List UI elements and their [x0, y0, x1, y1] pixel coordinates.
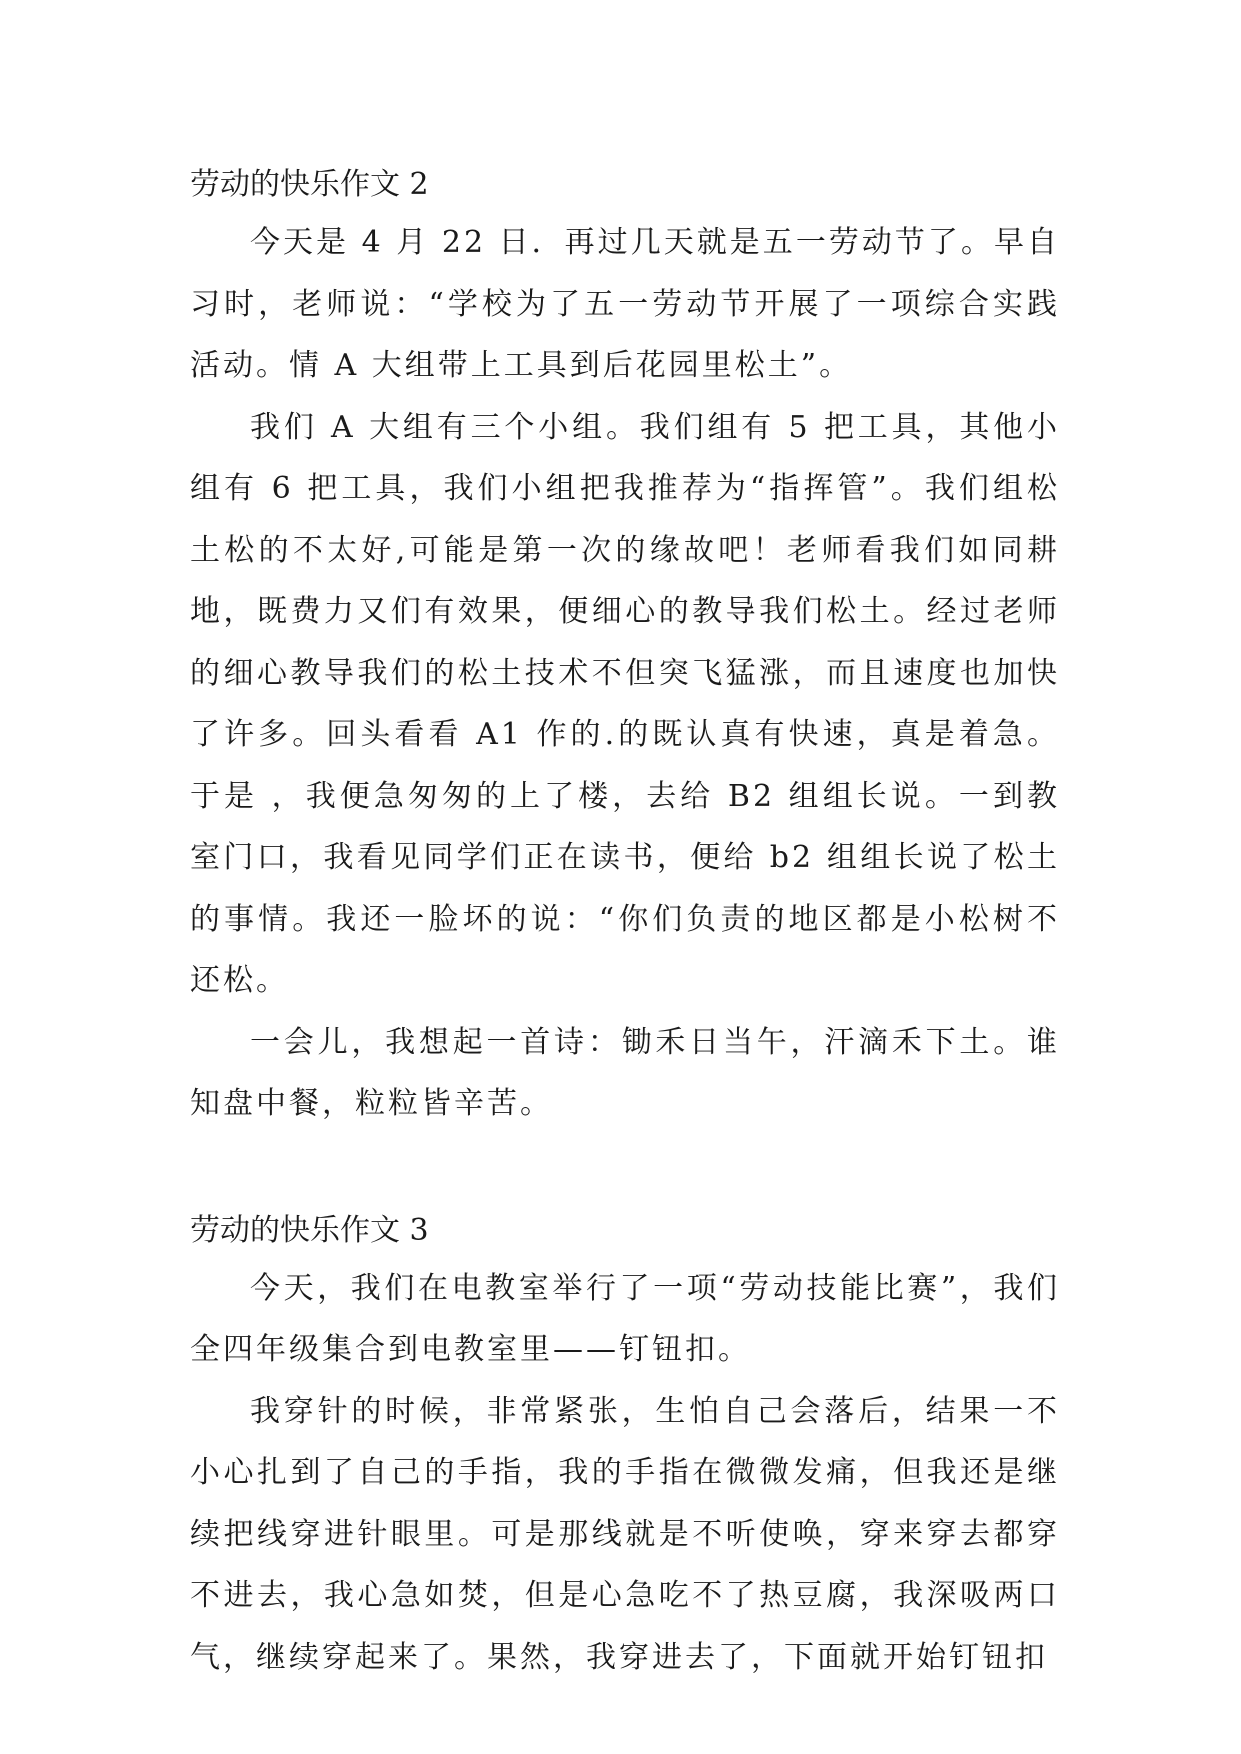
essay-section-3: [190, 1206, 1060, 1689]
paragraph: 一会儿，我想起一首诗：锄禾日当午，汗滴禾下土。谁知盘中餐，粒粒皆辛苦。: [190, 1024, 1060, 1121]
paragraph: 今天是 4 月 22 日．再过几天就是五一劳动节了。早自习时，老师说：“学校为了五一劳动节开展了一项综合实践活动。情 A 大组带上工具到后花园里松土”。: [190, 225, 1060, 383]
paragraph: 我穿针的时候，非常紧张，生怕自己会落后，结果一不小心扎到了自己的手指，我的手指在微微发痛，但我还是继续把线穿进针眼里。可是那线就是不听使唤，穿来穿去都穿不进去，我心急如焚，但是心急吃不了热豆腐，我深吸两口气，继续穿起来了。果然，我穿进去了，下面就开始钉钮扣: [190, 1393, 1060, 1675]
essay-section-2: [190, 160, 1060, 1135]
paragraph: 今天，我们在电教室举行了一项“劳动技能比赛”，我们全四年级集合到电教室里——钉钮扣。: [190, 1270, 1060, 1367]
essay-title: 劳动的快乐作文 2: [190, 167, 429, 202]
document-page: [190, 160, 1060, 1688]
paragraph: 我们 A 大组有三个小组。我们组有 5 把工具，其他小组有 6 把工具，我们小组把我推荐为“指挥管”。我们组松土松的不太好,可能是第一次的缘故吧！老师看我们如同耕地，既费力又们有效果，便细心的教导我们松土。经过老师的细心教导我们的松土技术不但突飞猛涨，而且速度也加快了许多。回头看看 A1 作的.的既认真有快速，真是着急。于是 ，我便急匆匆的上了楼，去给 B2 组组长说。一到教室门口，我看见同学们正在读书，便给 b2 组组长说了松土的事情。我还一脸坏的说：“你们负责的地区都是小松树不还松。: [190, 409, 1060, 998]
essay-title: 劳动的快乐作文 3: [190, 1212, 429, 1248]
